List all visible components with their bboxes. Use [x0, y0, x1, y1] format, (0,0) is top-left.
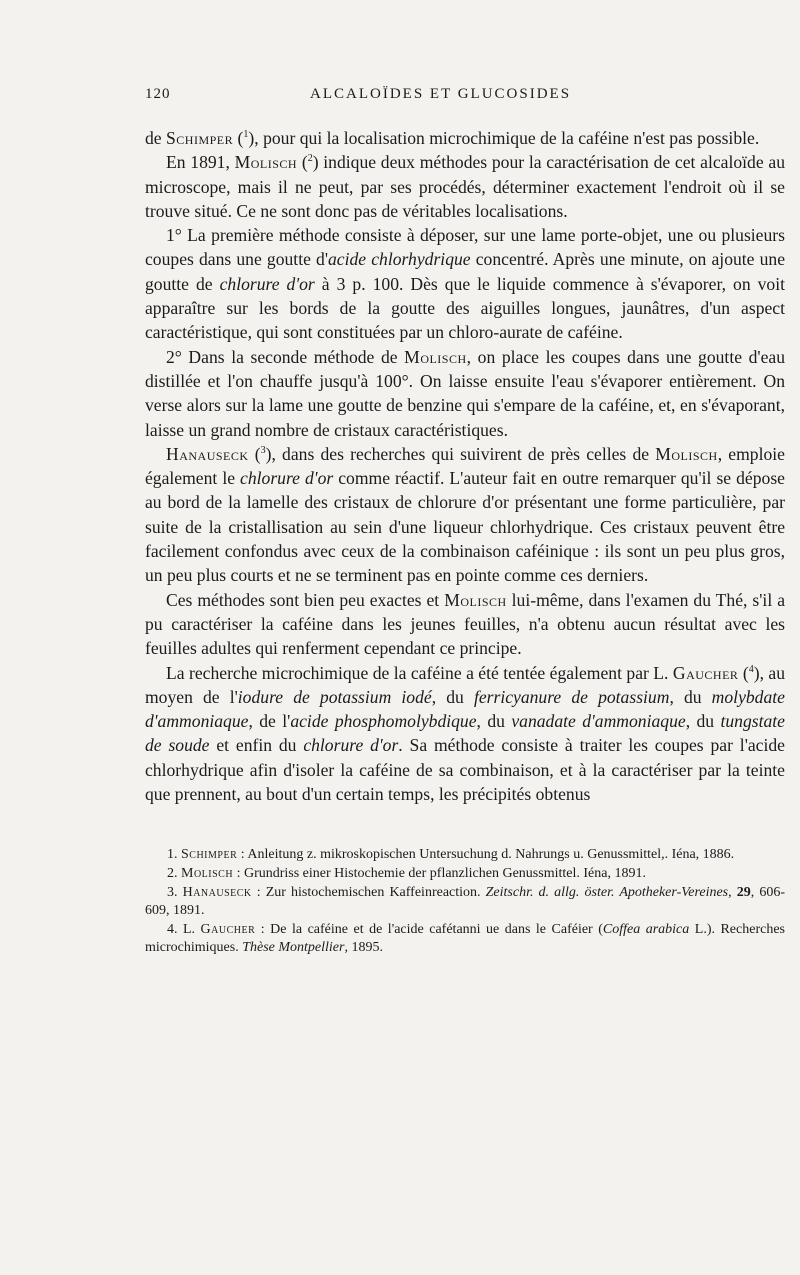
- text-run: 2.: [167, 865, 181, 881]
- text-run: , du: [431, 686, 474, 707]
- text-run: ), au moyen de l': [145, 662, 786, 707]
- footnote: [145, 884, 785, 921]
- paragraph: [145, 345, 785, 442]
- text-run: 1.: [167, 847, 181, 863]
- text-run: La recherche microchimique de la caféine a été tentée également par L.: [166, 662, 673, 683]
- italic-text: Coffea arabica: [602, 921, 690, 937]
- italic-text: tungstate de soude: [145, 711, 785, 756]
- author-name: Molisch: [655, 443, 718, 464]
- author-name: Molisch: [181, 865, 234, 881]
- text-run: ) indique deux méthodes pour la caractérisation de cet alcaloïde au microscope, mais il ne peut, par ses procédés, déterminer exactement l'endroit où il se trouve situé. Ce ne sont donc pas de véritables localisations.: [145, 152, 785, 221]
- text-run: : Anleitung z. mikroskopischen Untersuchung d. Nahrungs u. Genussmittel,. Iéna, 1886.: [237, 847, 735, 863]
- footnote-ref: 2: [307, 153, 313, 165]
- text-run: ), pour qui la localisation microchimique de la caféine n'est pas possible.: [248, 128, 760, 148]
- author-name: Molisch: [404, 346, 467, 367]
- author-name: Molisch: [444, 589, 507, 610]
- italic-text: iodure de potassium iodé: [237, 686, 432, 707]
- page-number: 120: [145, 86, 171, 102]
- bold-text: 29: [736, 884, 751, 900]
- text-run: Ces méthodes sont bien peu exactes et: [166, 589, 445, 610]
- text-run: En 1891,: [166, 152, 235, 173]
- text-run: : Zur histochemischen Kaffeinreaction.: [251, 884, 486, 900]
- text-run: , emploie également le: [145, 443, 785, 489]
- text-run: 1° La première méthode consiste à déposer, sur une lame porte-objet, une ou plusieurs coupes dans une goutte d': [145, 225, 785, 270]
- footnote: [145, 846, 785, 865]
- text-run: , de l': [248, 711, 291, 732]
- text-run: . Sa méthode consiste à traiter les coupes par l'acide chlorhydrique afin d'isoler la caféine de sa combinaison, et à la caractériser par la teinte que prennent, au bout d'un certain temps, les précipités obtenus: [145, 735, 785, 805]
- text-run: , du: [669, 686, 712, 707]
- italic-text: chlorure d'or: [240, 468, 334, 489]
- footnote: [145, 865, 785, 884]
- text-run: : De la caféine et de l'acide cafétanni ue dans le Caféier (: [255, 921, 603, 937]
- footnote-ref: 1: [243, 129, 249, 141]
- footnote-ref: 4: [748, 663, 754, 675]
- italic-text: ferricyanure de potassium: [473, 686, 670, 707]
- paragraph: [145, 442, 785, 588]
- text-run: : Grundriss einer Histochemie der pflanzlichen Genussmittel. Iéna, 1891.: [233, 865, 646, 881]
- text-run: concentré. Après une minute, on ajoute une goutte de: [145, 249, 786, 294]
- paragraph: [145, 126, 785, 150]
- text-run: , on place les coupes dans une goutte d'eau distillée et l'on chauffe jusqu'à 100°. On laisse ensuite l'eau s'évaporer entièrement. On verse alors sur la lame une goutte de benzine qui s'empare de la caféine, et, en s'évaporant, laisse un grand nombre de cristaux caractéristiques.: [145, 346, 785, 440]
- footnote: [145, 921, 785, 958]
- main-text: [145, 126, 785, 806]
- italic-text: molybdate d'ammoniaque: [145, 686, 785, 732]
- footnote-ref: 3: [260, 445, 266, 456]
- text-run: , 606-609, 1891.: [145, 884, 785, 919]
- running-title: ALCALOÏDES ET GLUCOSIDES: [310, 86, 572, 102]
- text-run: à 3 p. 100. Dès que le liquide commence à s'évaporer, on voit apparaître sur les bords de la goutte des aiguilles longues, jaunâtres, d'un aspect caractéristique, qui sont constituées par un chloro-aurate de caféine.: [145, 273, 785, 343]
- text-run: L.). Recherches microchimiques.: [145, 921, 785, 956]
- author-name: Gaucher: [672, 662, 739, 683]
- italic-text: acide phosphomolybdique: [290, 711, 477, 732]
- text-run: ,: [728, 884, 737, 900]
- text-run: 2° Dans la seconde méthode de: [166, 346, 405, 367]
- page-header: [145, 86, 785, 112]
- text-run: (: [738, 662, 749, 683]
- text-run: , du: [685, 711, 721, 732]
- author-name: Gaucher: [200, 921, 256, 937]
- paragraph: [145, 223, 785, 344]
- text-run: lui-même, dans l'examen du Thé, s'il a pu caractériser la caféine dans les jeunes feuilles, n'a obtenu aucun résultat avec les feuilles adultes qui renferment cependant ce principe.: [145, 589, 785, 659]
- text-run: 3.: [167, 884, 183, 900]
- italic-text: Thèse Montpellier: [242, 940, 345, 956]
- author-name: Molisch: [234, 152, 298, 173]
- text-run: et enfin du: [209, 735, 304, 756]
- text-run: comme réactif. L'auteur fait en outre remarquer qu'il se dépose au bord de la lamelle des cristaux de chlorure d'or présentant une forme particulière, par suite de la cristallisation au sein d'une liqueur chlorhydrique. Ces cristaux peuvent être facilement confondus avec ceux de la combinaison caféinique : ils sont un peu plus gros, un peu plus courts et ne se terminent pas en pointe comme ces derniers.: [145, 468, 785, 586]
- italic-text: vanadate d'ammoniaque: [511, 711, 686, 732]
- text-run: ), dans des recherches qui suivirent de près celles de: [265, 443, 656, 464]
- text-run: (: [297, 152, 308, 173]
- paragraph: [145, 661, 785, 807]
- italic-text: chlorure d'or: [219, 273, 315, 294]
- author-name: Schimper: [166, 128, 234, 148]
- italic-text: Zeitschr. d. allg. öster. Apotheker-Vereines: [485, 884, 729, 900]
- book-page: [145, 86, 785, 958]
- author-name: Hanauseck: [182, 884, 252, 900]
- text-run: , 1895.: [344, 940, 383, 956]
- text-run: , du: [476, 711, 512, 732]
- author-name: Schimper: [181, 847, 238, 863]
- text-run: 4. L.: [167, 921, 201, 937]
- author-name: Hanauseck: [166, 443, 249, 464]
- text-run: (: [233, 128, 244, 148]
- italic-text: chlorure d'or: [303, 735, 399, 756]
- paragraph: [145, 588, 785, 661]
- footnotes: [145, 846, 785, 958]
- italic-text: acide chlorhydrique: [328, 249, 471, 270]
- text-run: de: [145, 128, 167, 148]
- text-run: (: [248, 443, 261, 464]
- paragraph: [145, 150, 785, 223]
